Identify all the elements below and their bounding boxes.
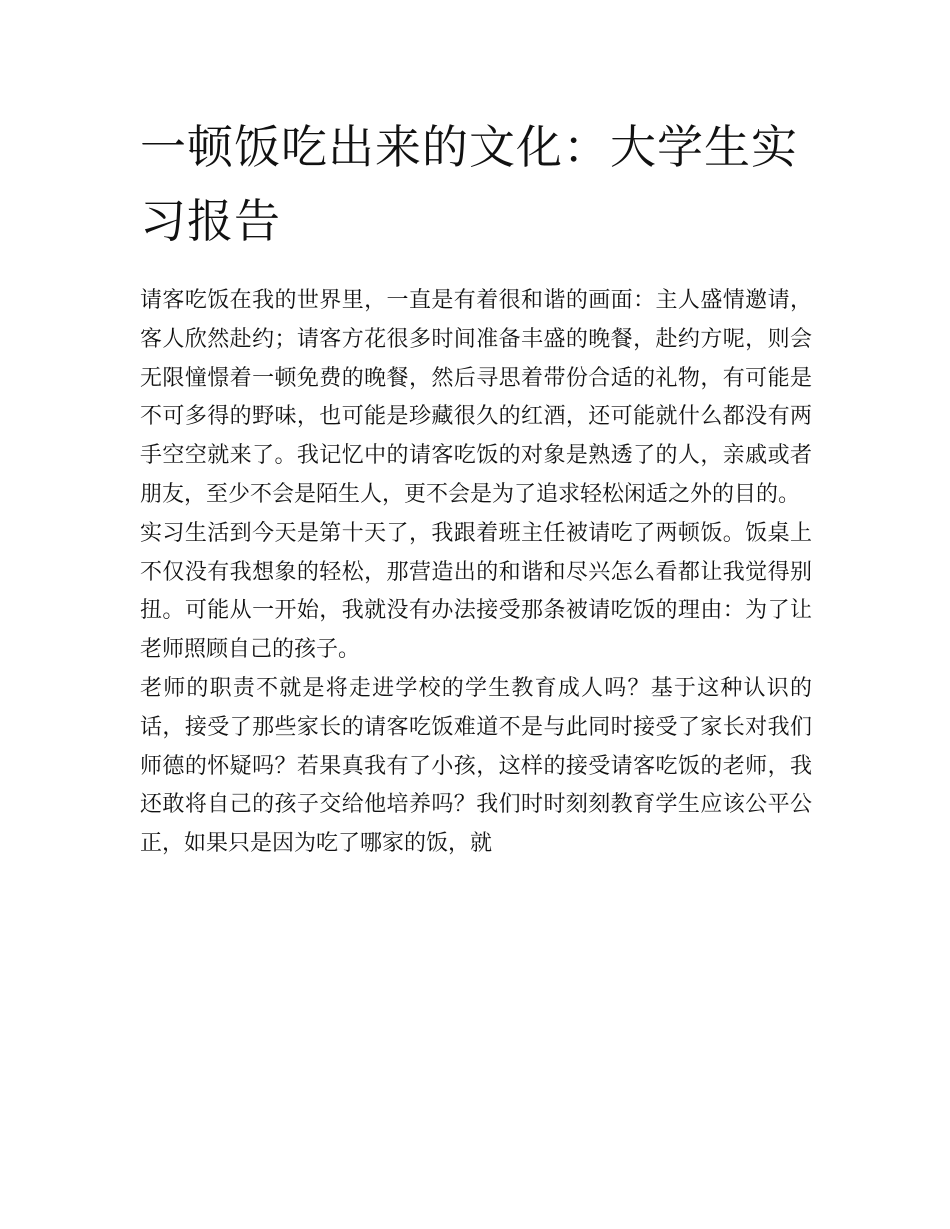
document-title: 一顿饭吃出来的文化：大学生实习报告 <box>140 120 798 248</box>
paragraph-1: 请客吃饭在我的世界里，一直是有着很和谐的画面：主人盛情邀请，客人欣然赴约；请客方花很多时间准备丰盛的晚餐，赴约方呢，则会无限憧憬着一顿免费的晚餐，然后寻思着带份合适的礼物，有可能是不可多得的野味，也可能是珍藏很久的红酒，还可能就什么都没有两手空空就来了。我记忆中的请客吃饭的对象是熟透了的人，亲戚或者朋友，至少不会是陌生人，更不会是为了追求轻松闲适之外的目的。 <box>140 288 812 507</box>
document-page <box>140 110 812 864</box>
paragraph-3: 老师的职责不就是将走进学校的学生教育成人吗？基于这种认识的话，接受了那些家长的请客吃饭难道不是与此同时接受了家长对我们师德的怀疑吗？若果真我有了小孩，这样的接受请客吃饭的老师，我还敢将自己的孩子交给他培养吗？我们时时刻刻教育学生应该公平公正，如果只是因为吃了哪家的饭，就 <box>140 675 812 857</box>
paragraph-2: 实习生活到今天是第十天了，我跟着班主任被请吃了两顿饭。饭桌上不仅没有我想象的轻松，那营造出的和谐和尽兴怎么看都让我觉得别扭。可能从一开始，我就没有办法接受那条被请吃饭的理由：为了让老师照顾自己的孩子。 <box>140 520 812 663</box>
